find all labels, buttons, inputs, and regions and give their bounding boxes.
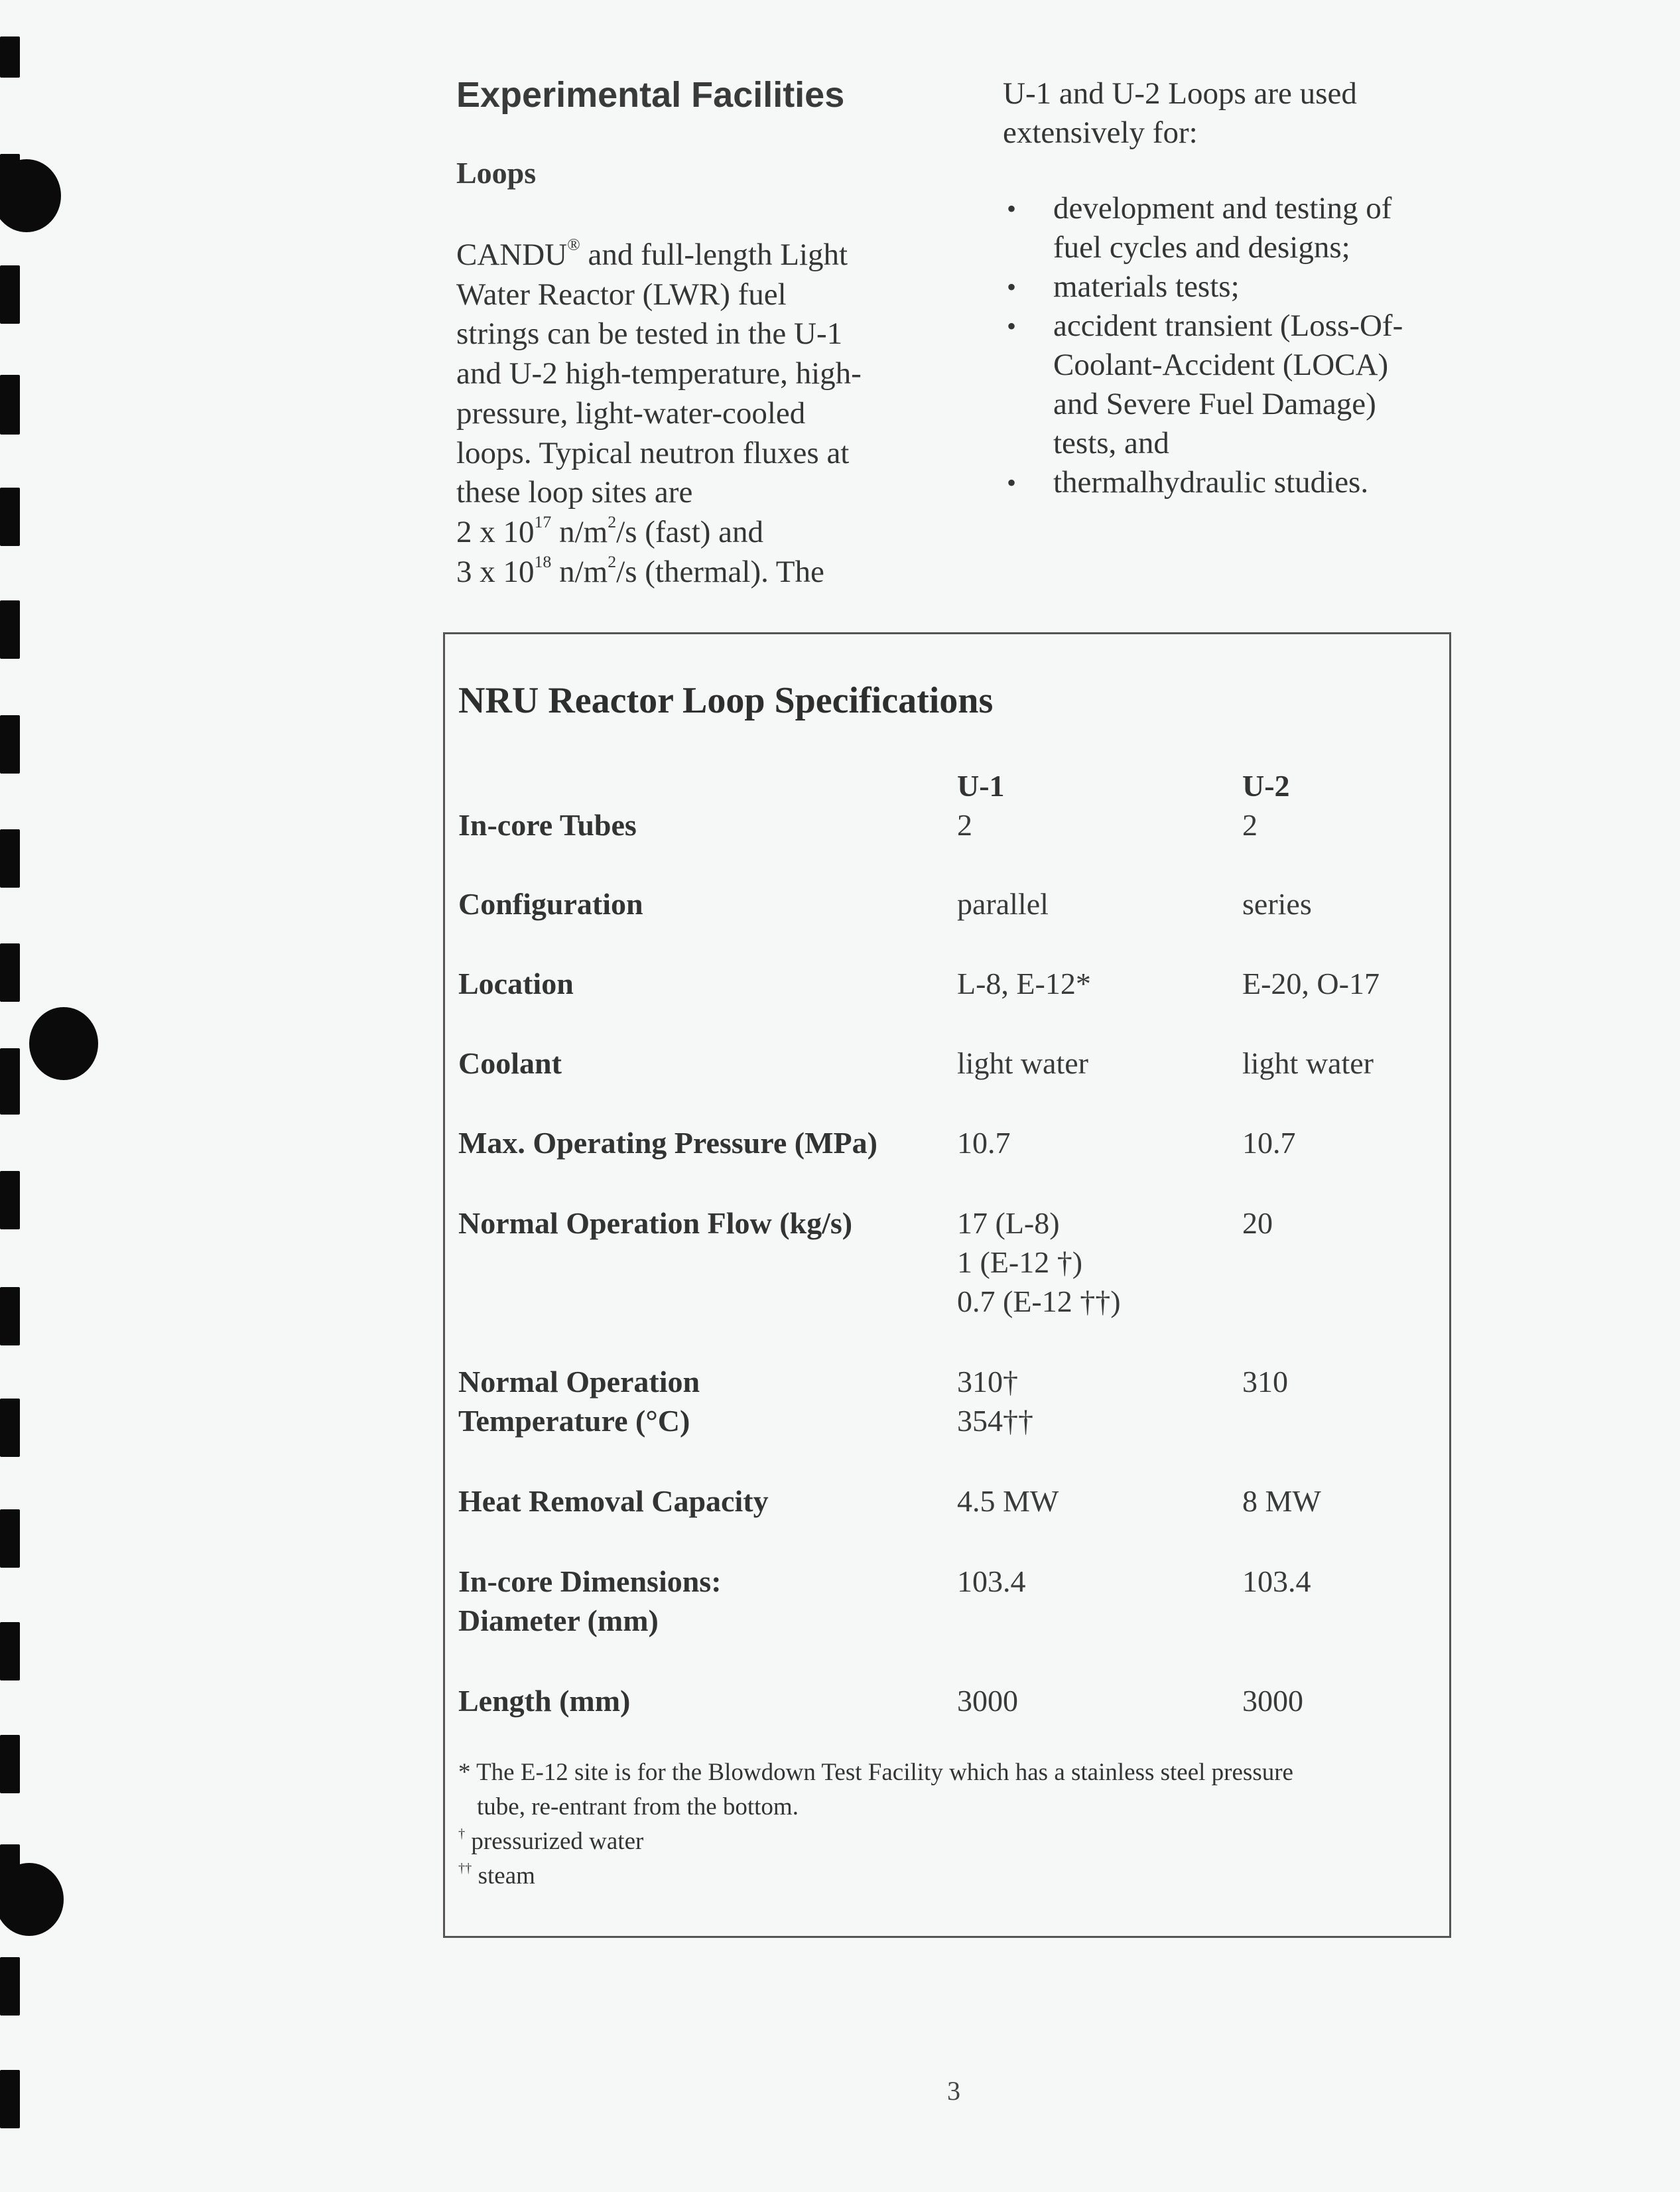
u2-value: 310 (1242, 1365, 1288, 1399)
loops-paragraph: CANDU® and full-length Light Water Reactor (LWR) fuel strings can be tested in the U-1 and U-2 high-temperature, high- pressure, light-water-cooled loops. Typical neutron fluxes at these loop sites are 2 x $10^{17}$ $n/m^2/s$ (fast) and 3 x $10^{18}$ $n/m^2/s$ (thermal). The (456, 235, 862, 589)
binder-mark (0, 715, 20, 774)
u1-value: light water (957, 1046, 1088, 1080)
u2-value: 10.7 (1242, 1126, 1296, 1160)
list-item: • materials tests; (1003, 267, 1403, 307)
row-label: In-core Dimensions: Diameter (mm) (458, 1564, 722, 1637)
uses-intro: U-1 and U-2 Loops are used extensively for: (1003, 76, 1357, 150)
binder-mark (0, 265, 20, 324)
row-label: Configuration (458, 887, 643, 921)
row-label: Normal Operation Flow (kg/s) (458, 1206, 853, 1240)
section-heading: Loops (456, 156, 537, 190)
footnote-star: * The E-12 site is for the Blowdown Test Facility which has a stainless steel pressure (458, 1759, 1293, 1786)
row-label: Length (mm) (458, 1684, 631, 1718)
u1-value: 2 (957, 808, 972, 842)
row-label: Location (458, 967, 574, 1000)
list-item: • accident transient (Loss-Of- Coolant-Accident (LOCA) and Severe Fuel Damage) tests, and (1003, 307, 1403, 463)
binder-mark (0, 829, 20, 888)
list-item: • thermalhydraulic studies. (1003, 463, 1403, 502)
u1-value: 17 (L-8) 1 (E-12 †) 0.7 (E-12 ††) (957, 1206, 1121, 1318)
row-label: Max. Operating Pressure (MPa) (458, 1126, 877, 1160)
footnote-star-cont: tube, re-entrant from the bottom. (477, 1793, 799, 1820)
row-label: Coolant (458, 1046, 562, 1080)
u1-value: L-8, E-12* (957, 967, 1091, 1000)
page-heading: Experimental Facilities (456, 75, 845, 115)
u1-value: 10.7 (957, 1126, 1011, 1160)
row-label: In-core Tubes (458, 808, 637, 842)
binder-mark (0, 1509, 20, 1568)
table-footnotes (458, 1755, 1293, 1893)
u1-value: 3000 (957, 1684, 1018, 1718)
u2-value: 3000 (1242, 1684, 1303, 1718)
binder-hole (0, 159, 61, 232)
binder-mark (0, 943, 20, 1002)
binder-mark (0, 375, 20, 435)
u2-value: 8 MW (1242, 1484, 1321, 1518)
u2-value: 2 (1242, 808, 1258, 842)
column-header-u2: U-2 (1242, 769, 1290, 803)
binder-mark (0, 488, 20, 546)
uses-list (1003, 189, 1403, 502)
specs-title: NRU Reactor Loop Specifications (458, 680, 994, 721)
binder-mark (0, 1735, 20, 1793)
binder-mark (0, 36, 20, 78)
u2-value: 103.4 (1242, 1564, 1311, 1598)
binder-mark (0, 1957, 20, 2016)
row-label: Heat Removal Capacity (458, 1484, 769, 1518)
u2-value: series (1242, 887, 1312, 921)
row-label: Normal Operation Temperature (°C) (458, 1365, 700, 1438)
binder-hole (29, 1007, 98, 1080)
u2-value: 20 (1242, 1206, 1273, 1240)
list-item: • development and testing of fuel cycles and designs; (1003, 189, 1403, 267)
u1-value: 310† 354†† (957, 1365, 1033, 1438)
u2-value: light water (1242, 1046, 1374, 1080)
page-number: 3 (947, 2076, 960, 2106)
binder-mark (0, 2070, 20, 2128)
binder-mark (0, 600, 20, 659)
binder-mark (0, 1287, 20, 1345)
binder-mark (0, 1048, 20, 1115)
binder-mark (0, 1399, 20, 1457)
specs-table-box (443, 632, 1451, 1938)
binder-mark (0, 1171, 20, 1229)
u1-value: 103.4 (957, 1564, 1026, 1598)
u1-value: parallel (957, 887, 1049, 921)
u2-value: E-20, O-17 (1242, 967, 1380, 1000)
footnote-dagger: † pressurized water (458, 1826, 644, 1855)
footnote-double-dagger: †† steam (458, 1860, 535, 1889)
column-header-u1: U-1 (957, 769, 1005, 803)
u1-value: 4.5 MW (957, 1484, 1059, 1518)
binder-mark (0, 1622, 20, 1680)
binder-hole (0, 1863, 64, 1936)
